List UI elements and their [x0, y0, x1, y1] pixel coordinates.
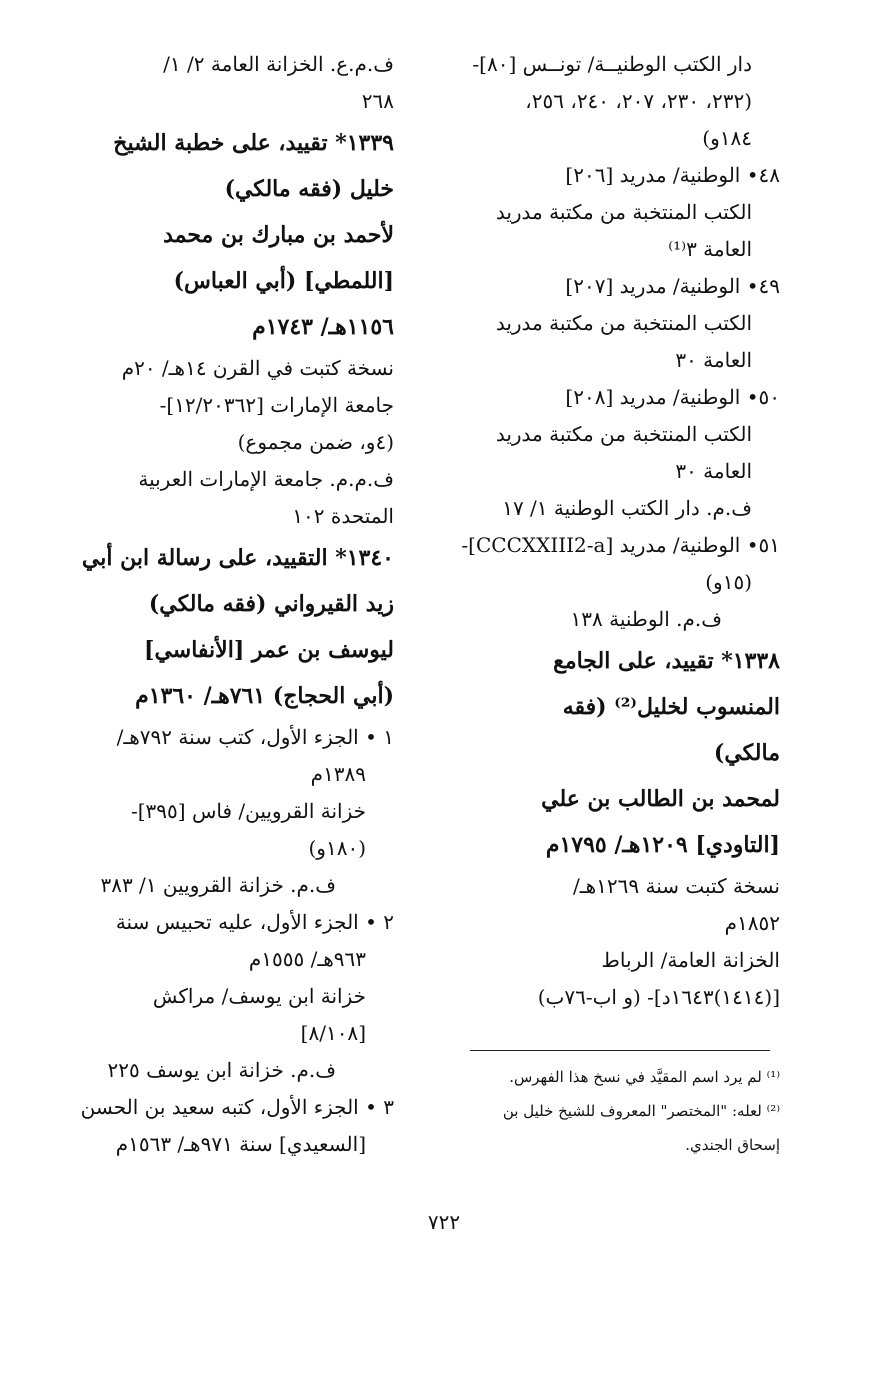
right-column-text-line: الكتب المنتخبة من مكتبة مدريد [495, 422, 752, 446]
left-column-text-line: (٤و، ضمن مجموع) [237, 430, 394, 454]
left-column-text-line: ٩٦٣هـ/ ١٥٥٥م [248, 947, 366, 971]
right-column-heading-line: [التاودي] ١٢٠٩هـ/ ١٧٩٥م [545, 832, 780, 858]
right-column-text-line: ٤٩• الوطنية/ مدريد [٢٠٧] [565, 274, 780, 298]
left-column-text-line: ١٣٨٩م [310, 762, 366, 786]
left-column-text-line: ٢ • الجزء الأول، عليه تحبيس سنة [115, 910, 394, 934]
right-column-heading-line: المنسوب لخليل⁽²⁾ (فقه [562, 694, 780, 720]
left-column-text-line: خزانة القرويين/ فاس [٣٩٥]- [130, 799, 366, 823]
left-column-text-line: خزانة ابن يوسف/ مراكش [152, 984, 366, 1008]
left-column-text-line: المتحدة ١٠٢ [292, 504, 394, 528]
left-column-text-line: ٣ • الجزء الأول، كتبه سعيد بن الحسن [80, 1095, 394, 1119]
footnote-2: ⁽²⁾ لعله: "المختصر" المعروف للشيخ خليل بن [502, 1102, 780, 1120]
right-column-text-line: العامة ٣٠ [675, 348, 752, 372]
left-column-text-line: ف.م.م. جامعة الإمارات العربية [138, 467, 394, 491]
right-column-text-line: الخزانة العامة/ الرباط [601, 948, 780, 972]
left-column-heading-line: زيد القيرواني (فقه مالكي) [148, 591, 394, 617]
right-column-text-line: دار الكتب الوطنيــة/ تونــس [٨٠]- [472, 52, 752, 76]
left-column-text-line: [٨/١٠٨] [300, 1021, 366, 1045]
right-column-text-line: العامة ٣⁽¹⁾ [668, 237, 752, 261]
footnote-divider [470, 1050, 770, 1051]
left-column-heading-line: ١٣٤٠* التقييد، على رسالة ابن أبي [81, 545, 394, 571]
left-column-heading-line: ليوسف بن عمر [الأنفاسي] [144, 637, 394, 663]
right-column-text-line: ف.م. الوطنية ١٣٨ [570, 607, 722, 631]
right-column-text-line: ٥٠• الوطنية/ مدريد [٢٠٨] [565, 385, 780, 409]
left-column-text-line: ف.م. خزانة القرويين ١/ ٣٨٣ [100, 873, 336, 897]
left-column-heading-line: خليل (فقه مالكي) [224, 176, 394, 202]
left-column-text-line: ١ • الجزء الأول، كتب سنة ٧٩٢هـ/ [116, 725, 394, 749]
left-column-text-line: نسخة كتبت في القرن ١٤هـ/ ٢٠م [121, 356, 394, 380]
left-column [46, 46, 394, 1163]
right-column-text-line: ٤٨• الوطنية/ مدريد [٢٠٦] [565, 163, 780, 187]
left-column-heading-line: (أبي الحجاج) ٧٦١هـ/ ١٣٦٠م [135, 683, 394, 709]
footnote-1: ⁽¹⁾ لم يرد اسم المقيَّد في نسخ هذا الفهرس. [509, 1068, 780, 1086]
page-number: ٧٢٢ [427, 1210, 461, 1234]
right-column-text-line: نسخة كتبت سنة ١٢٦٩هـ/ [573, 874, 780, 898]
right-column-text-line: الكتب المنتخبة من مكتبة مدريد [495, 200, 752, 224]
left-column-text-line: ف.م.ع. الخزانة العامة ٢/ ١/ [163, 52, 394, 76]
left-column-heading-line: ١٣٣٩* تقييد، على خطبة الشيخ [113, 130, 394, 156]
right-column-text-line: [(١٤١٤)١٦٤٣د]- (و اب-٧٦ب) [537, 985, 780, 1009]
left-column-heading-line: ١١٥٦هـ/ ١٧٤٣م [252, 314, 394, 340]
right-column-text-line: ف.م. دار الكتب الوطنية ١/ ١٧ [502, 496, 752, 520]
right-column-heading-line: ١٣٣٨* تقييد، على الجامع [553, 648, 780, 674]
right-column-text-line: الكتب المنتخبة من مكتبة مدريد [495, 311, 752, 335]
left-column-text-line: ف.م. خزانة ابن يوسف ٢٢٥ [107, 1058, 336, 1082]
right-column-heading-line: مالكي) [713, 740, 780, 766]
left-column-text-line: [السعيدي] سنة ٩٧١هـ/ ١٥٦٣م [115, 1132, 366, 1156]
right-column-text-line: ١٨٤و) [702, 126, 752, 150]
left-column-text-line: جامعة الإمارات [١٢/٢٠٣٦٢]- [159, 393, 394, 417]
right-column-text-line: (١٥و) [705, 570, 752, 594]
left-column-heading-line: لأحمد بن مبارك بن محمد [163, 222, 394, 248]
right-column-heading-line: لمحمد بن الطالب بن علي [541, 786, 780, 812]
right-column [432, 46, 780, 1016]
footnote-2-continued: إسحاق الجندي. [685, 1136, 780, 1154]
right-column-text-line: العامة ٣٠ [675, 459, 752, 483]
right-column-text-line: (٢٣٢، ٢٣٠، ٢٠٧، ٢٤٠، ٢٥٦، [525, 89, 752, 113]
left-column-text-line: ٢٦٨ [361, 89, 394, 113]
footnotes [432, 1060, 780, 1162]
left-column-text-line: (١٨٠و) [308, 836, 366, 860]
left-column-heading-line: [اللمطي] (أبي العباس) [173, 268, 394, 294]
right-column-text-line: ٥١• الوطنية/ مدريد [CCCXXIII2-a]- [461, 533, 780, 557]
right-column-text-line: ١٨٥٢م [724, 911, 780, 935]
